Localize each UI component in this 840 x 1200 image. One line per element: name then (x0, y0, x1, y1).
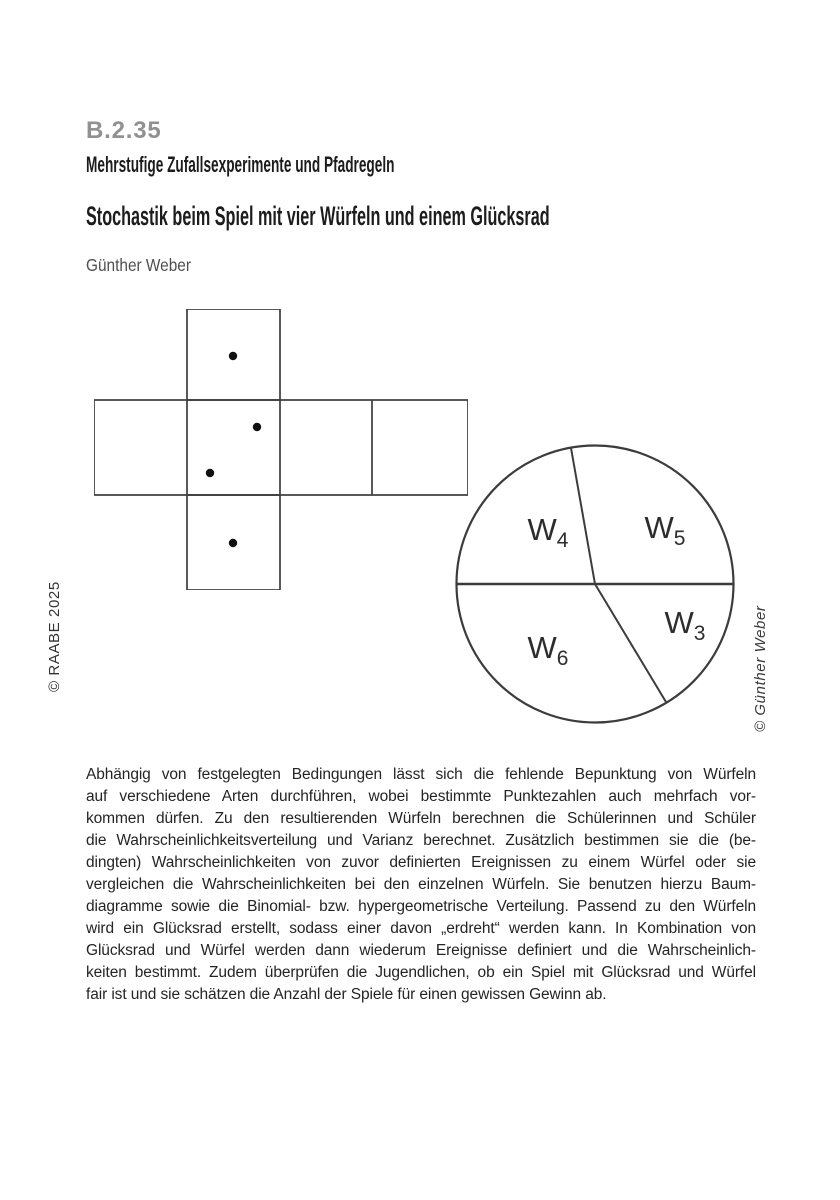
paragraph-line: vergleichen die Wahrscheinlichkeiten bei den einzelnen Würfeln. Sie benutzen hierzu Baum- (86, 876, 756, 893)
author-name: Günther Weber (86, 255, 192, 275)
wheel-sector-label-w4: $W_4$ (527, 512, 569, 552)
wheel-sector-label-w3: $W_3$ (664, 605, 706, 645)
wheel-sector-label-w5: $W_5$ (644, 510, 686, 550)
paragraph-line: keiten bestimmt. Zudem überprüfen die Jugendlichen, ob ein Spiel mit Glücksrad und Würfel (86, 964, 756, 981)
dice-net-figure (94, 309, 468, 590)
copyright-publisher: © RAABE 2025 (46, 581, 63, 692)
lucky-wheel-figure (455, 444, 737, 726)
wheel-divider (571, 448, 595, 584)
wheel-divider (595, 584, 666, 702)
die-pip (253, 423, 261, 431)
intro-paragraph (86, 764, 756, 1006)
die-pip (229, 539, 237, 547)
paragraph-line: die Wahrscheinlichkeitsverteilung und Varianz berechnet. Zusätzlich bestimmen sie die (be- (86, 832, 756, 849)
net-row (94, 400, 468, 495)
die-pip (229, 352, 237, 360)
paragraph-line: Glücksrad und Würfel werden dann wiederum Ereignisse definiert und die Wahrscheinlich- (86, 942, 756, 959)
series-title: Mehrstufige Zufallsexperimente und Pfadregeln (86, 152, 395, 177)
die-pip (206, 469, 214, 477)
copyright-author: © Günther Weber (752, 605, 769, 732)
wheel-sector-label-w6: $W_6$ (527, 630, 569, 670)
unit-code: B.2.35 (86, 117, 162, 144)
page-title: Stochastik beim Spiel mit vier Würfeln und einem Glücksrad (86, 201, 550, 231)
paragraph-line: fair ist und sie schätzen die Anzahl der Spiele für einen gewissen Gewinn ab. (86, 986, 607, 1003)
paragraph-line: wird ein Glücksrad erstellt, sodass einer davon „erdreht“ werden kann. In Kombination von (86, 920, 756, 937)
paragraph-line: kommen dürfen. Zu den resultierenden Würfeln berechnen die Schülerinnen und Schüler (86, 810, 756, 827)
paragraph-line: dingten) Wahrscheinlichkeiten von zuvor definierten Ereignissen zu einem Würfel oder sie (86, 854, 756, 871)
paragraph-line: diagramme sowie die Binomial- bzw. hypergeometrische Verteilung. Passend zu den Würfeln (86, 898, 756, 915)
paragraph-line: Abhängig von festgelegten Bedingungen lässt sich die fehlende Bepunktung von Würfeln (86, 766, 756, 783)
paragraph-line: auf verschiedene Arten durchführen, wobei bestimmte Punktezahlen auch mehrfach vor- (86, 788, 756, 805)
